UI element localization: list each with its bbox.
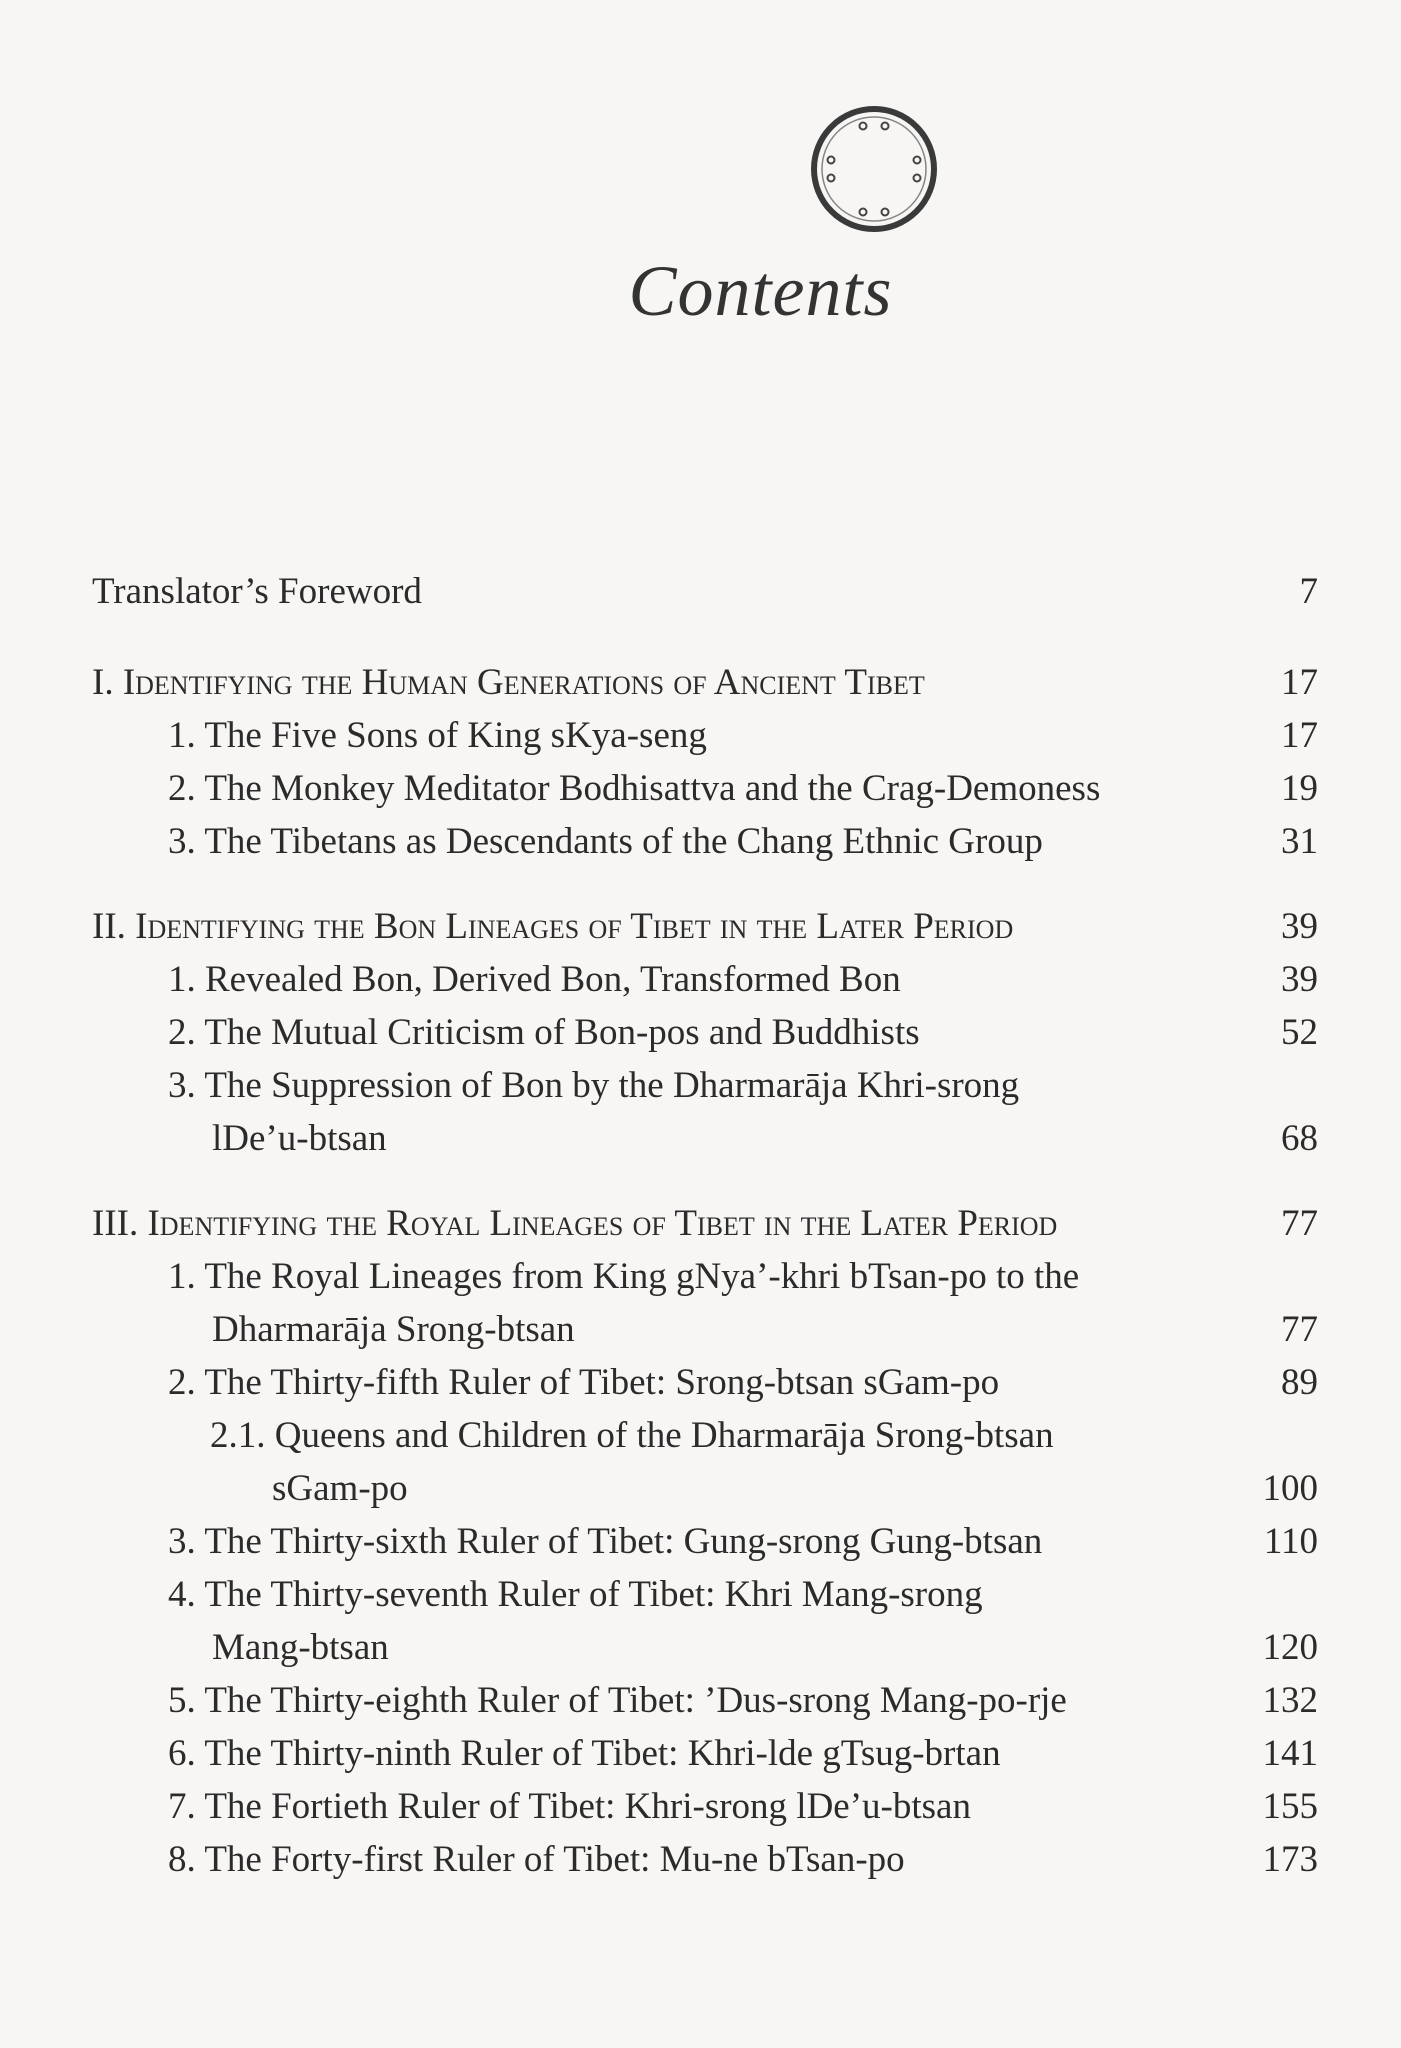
toc-page-number: 39 — [1281, 906, 1318, 947]
toc-entry-label-continued: sGam-po — [272, 1468, 408, 1509]
toc-entry[interactable] — [92, 1674, 1318, 1727]
toc-page-number: 31 — [1281, 821, 1318, 862]
toc-entry-label: 4. The Thirty-seventh Ruler of Tibet: Khri Mang-srong — [168, 1574, 983, 1615]
toc-entry-label: 2. The Thirty-fifth Ruler of Tibet: Srong-btsan sGam-po — [168, 1362, 1000, 1403]
toc-entry[interactable] — [92, 1356, 1318, 1409]
toc-entry-label: 1. The Royal Lineages from King gNya’-khri bTsan-po to the — [168, 1256, 1080, 1297]
toc-entry[interactable] — [92, 1780, 1318, 1833]
toc-part-label: III. Identifying the Royal Lineages of Tibet in the Later Period — [92, 1203, 1058, 1244]
toc-entry-label: 7. The Fortieth Ruler of Tibet: Khri-srong lDe’u-btsan — [168, 1786, 971, 1827]
toc-entry-label: Translator’s Foreword — [92, 571, 422, 612]
toc-page-number: 68 — [1281, 1118, 1318, 1159]
toc-page-number: 77 — [1281, 1203, 1318, 1244]
toc-entry-label: 1. The Five Sons of King sKya-seng — [168, 715, 707, 756]
toc-entry[interactable] — [92, 1568, 1318, 1674]
toc-entry[interactable] — [92, 1833, 1318, 1886]
toc-entry-label: 3. The Tibetans as Descendants of the Chang Ethnic Group — [168, 821, 1043, 862]
toc-page-number: 120 — [1262, 1627, 1318, 1668]
toc-part-heading[interactable] — [92, 656, 1318, 709]
toc-page-number: 52 — [1281, 1012, 1318, 1053]
toc-page-number: 17 — [1281, 715, 1318, 756]
toc-entry-label: 3. The Thirty-sixth Ruler of Tibet: Gung-srong Gung-btsan — [168, 1521, 1043, 1562]
toc-part-heading[interactable] — [92, 900, 1318, 953]
toc-page-number: 155 — [1262, 1786, 1318, 1827]
toc-entry[interactable] — [92, 1059, 1318, 1165]
toc-entry-label: 2. The Mutual Criticism of Bon-pos and Buddhists — [168, 1012, 920, 1053]
toc-page-number: 173 — [1262, 1839, 1318, 1880]
toc-page-number: 39 — [1281, 959, 1318, 1000]
toc-entry[interactable] — [92, 1006, 1318, 1059]
table-of-contents — [92, 565, 1318, 1886]
toc-page-number: 110 — [1263, 1521, 1318, 1562]
toc-page-number: 89 — [1281, 1362, 1318, 1403]
toc-entry-label-continued: Dharmarāja Srong-btsan — [212, 1309, 575, 1350]
toc-entry[interactable] — [92, 1515, 1318, 1568]
toc-entry[interactable] — [92, 1250, 1318, 1356]
toc-entry-label: 2.1. Queens and Children of the Dharmarāja Srong-btsan — [210, 1415, 1054, 1456]
toc-entry-label-continued: Mang-btsan — [212, 1627, 389, 1668]
toc-entry-label: 1. Revealed Bon, Derived Bon, Transformed Bon — [168, 959, 901, 1000]
toc-part-heading[interactable] — [92, 1197, 1318, 1250]
page-title: Contents — [628, 251, 893, 331]
toc-entry[interactable] — [92, 762, 1318, 815]
toc-page-number: 17 — [1281, 662, 1318, 703]
toc-page-number: 77 — [1281, 1309, 1318, 1350]
toc-entry[interactable] — [92, 1727, 1318, 1780]
toc-page-number: 7 — [1299, 571, 1318, 612]
toc-page-number: 100 — [1262, 1468, 1318, 1509]
toc-part-label: II. Identifying the Bon Lineages of Tibet in the Later Period — [92, 906, 1014, 947]
toc-page-number: 141 — [1262, 1733, 1318, 1774]
toc-entry[interactable] — [92, 815, 1318, 868]
toc-entry[interactable] — [92, 953, 1318, 1006]
toc-entry-foreword[interactable] — [92, 565, 1318, 618]
toc-part-label: I. Identifying the Human Generations of Ancient Tibet — [92, 662, 925, 703]
toc-page-number: 132 — [1262, 1680, 1318, 1721]
toc-entry-label-continued: lDe’u-btsan — [212, 1118, 387, 1159]
toc-entry-label: 6. The Thirty-ninth Ruler of Tibet: Khri-lde gTsug-brtan — [168, 1733, 1001, 1774]
toc-page-number: 19 — [1281, 768, 1318, 809]
toc-entry-label: 8. The Forty-first Ruler of Tibet: Mu-ne bTsan-po — [168, 1839, 905, 1880]
toc-entry[interactable] — [92, 709, 1318, 762]
toc-subentry[interactable] — [92, 1409, 1318, 1515]
toc-entry-label: 3. The Suppression of Bon by the Dharmarāja Khri-srong — [168, 1065, 1020, 1106]
toc-entry-label: 5. The Thirty-eighth Ruler of Tibet: ’Dus-srong Mang-po-rje — [168, 1680, 1067, 1721]
circle-ornament-icon — [807, 102, 941, 236]
toc-entry-label: 2. The Monkey Meditator Bodhisattva and the Crag-Demoness — [168, 768, 1101, 809]
